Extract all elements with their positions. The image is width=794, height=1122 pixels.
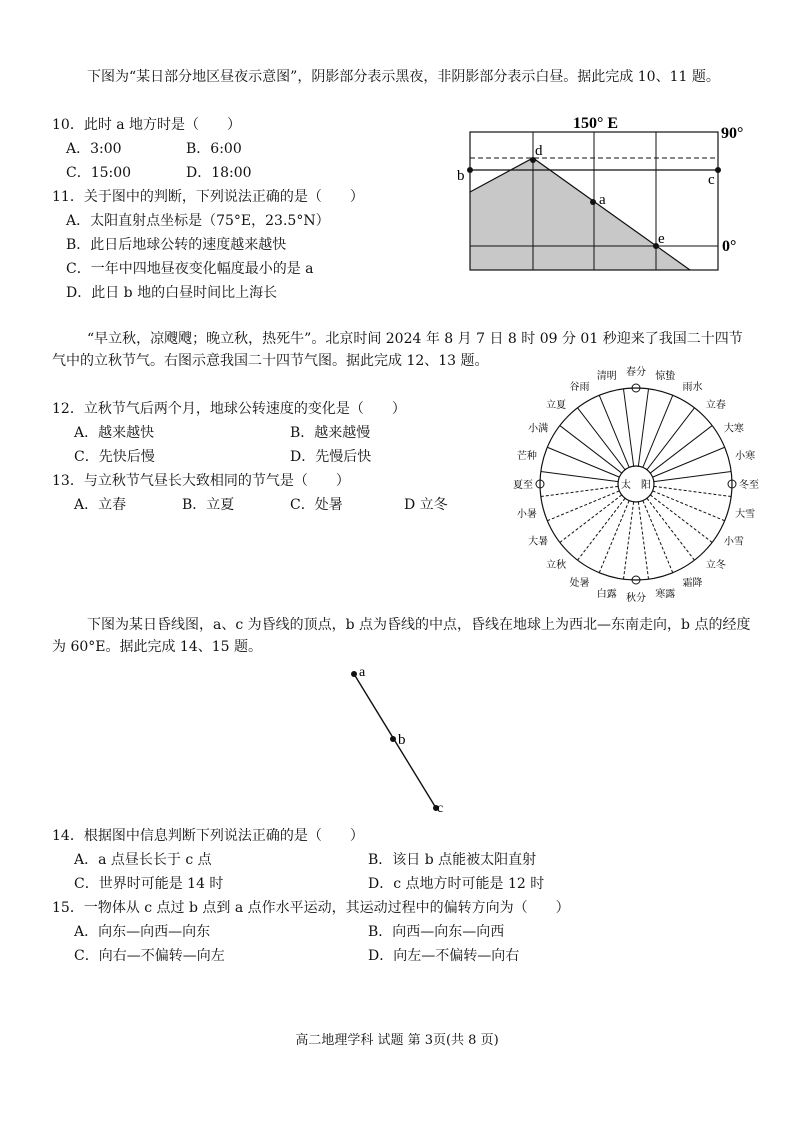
solar-term-label: 立春	[705, 400, 726, 412]
solar-term-spoke	[560, 495, 622, 542]
solar-term-spoke	[643, 395, 673, 467]
solar-term-spoke	[599, 501, 629, 573]
q14-option-a: A．a 点昼长长于 c 点	[74, 852, 212, 868]
q10-option-d: D．18:00	[186, 165, 252, 181]
solar-term-spoke	[578, 498, 625, 560]
fig1-label-b: b	[457, 168, 465, 184]
q14-option-d: D．c 点地方时可能是 12 时	[368, 876, 545, 892]
fig1-label-a: a	[599, 192, 606, 208]
solar-term-spoke	[578, 408, 625, 470]
fig3-label-a: a	[359, 665, 366, 680]
solar-term-spoke	[650, 495, 712, 542]
solar-term-label: 雨水	[682, 382, 703, 394]
q12-option-c: C．先快后慢	[74, 449, 155, 465]
solar-term-spoke	[541, 486, 618, 496]
solar-term-label: 小满	[528, 423, 549, 435]
sun-label: 太 阳	[621, 480, 651, 491]
q11-option-a: A．太阳直射点坐标是（75°E，23.5°N）	[66, 213, 330, 229]
intro-q10-11: 下图为“某日部分地区昼夜示意图”，阴影部分表示黑夜，非阴影部分表示白昼。据此完成 10、11 题。	[87, 69, 720, 85]
q15-option-b: B．向西—向东—向西	[368, 924, 505, 940]
solar-term-spoke	[623, 502, 633, 579]
page-footer: 高二地理学科 试题 第 3页(共 8 页)	[295, 1033, 499, 1048]
q12-option-d: D．先慢后快	[290, 449, 372, 465]
q12-stem: 12．立秋节气后两个月，地球公转速度的变化是（ ）	[52, 401, 406, 417]
q10-option-a: A．3:00	[66, 141, 122, 157]
solar-term-spoke	[541, 471, 618, 481]
solar-term-label: 大暑	[528, 536, 549, 548]
fig1-label-150e: 150° E	[573, 115, 619, 132]
q13-stem: 13．与立秋节气昼长大致相同的节气是（ ）	[52, 473, 350, 489]
q13-option-d: D 立冬	[404, 497, 448, 513]
q10-option-b: B．6:00	[186, 141, 242, 157]
solar-term-spoke	[638, 502, 648, 579]
solar-term-spoke	[647, 408, 694, 470]
solar-term-spoke	[623, 389, 633, 466]
solar-term-label: 白露	[596, 589, 617, 601]
fig1-label-e: e	[658, 231, 665, 247]
q15-option-d: D．向左—不偏转—向右	[368, 948, 520, 964]
dusk-line-figure	[340, 664, 460, 814]
q11-option-b: B．此日后地球公转的速度越来越快	[66, 237, 287, 253]
solar-term-spoke	[638, 389, 648, 466]
solar-term-label: 处暑	[569, 577, 590, 589]
fig1-label-c: c	[708, 172, 715, 188]
q11-option-d: D．此日 b 地的白昼时间比上海长	[66, 285, 278, 301]
solar-term-spoke	[599, 395, 629, 467]
solar-term-spoke	[653, 491, 725, 521]
q12-option-b: B．越来越慢	[290, 425, 371, 441]
q11-stem: 11．关于图中的判断，下列说法正确的是（ ）	[52, 189, 364, 205]
solar-term-label: 大寒	[723, 423, 744, 435]
q14-option-b: B．该日 b 点能被太阳直射	[368, 852, 537, 868]
solar-term-label: 小寒	[735, 450, 756, 462]
solar-term-spoke	[560, 426, 622, 473]
solar-term-label: 秋分	[626, 593, 646, 604]
solar-term-label: 霜降	[682, 577, 703, 589]
fig1-label-d: d	[535, 143, 543, 159]
q14-stem: 14．根据图中信息判断下列说法正确的是（ ）	[52, 828, 364, 844]
solar-term-label: 春分	[626, 367, 646, 378]
solar-term-label: 小雪	[723, 536, 744, 548]
fig3-label-c: c	[437, 801, 444, 816]
solar-term-spoke	[547, 447, 619, 477]
q15-option-a: A．向东—向西—向东	[74, 924, 211, 940]
solar-term-label: 立秋	[546, 559, 567, 571]
solar-term-spoke	[547, 491, 619, 521]
solar-terms-figure	[506, 367, 766, 604]
solar-term-label: 谷雨	[569, 382, 590, 394]
intro-q12-13: “早立秋，凉飕飕；晚立秋，热死牛”。北京时间 2024 年 8 月 7 日 8 时 09 分 01 秒迎来了我国二十四节气中的立秋节气。右图示意我国二十四节气图。据此完成 12、13 题。	[52, 331, 743, 369]
solar-term-spoke	[650, 426, 712, 473]
solar-term-label: 立夏	[546, 400, 567, 412]
solar-term-label: 芒种	[516, 450, 537, 462]
solar-term-label: 立冬	[705, 559, 726, 571]
fig3-label-b: b	[398, 732, 406, 748]
solar-term-label: 冬至	[739, 480, 759, 491]
solar-term-label: 大雪	[735, 509, 756, 521]
solar-term-spoke	[653, 447, 725, 477]
solar-term-label: 惊蛰	[655, 370, 676, 382]
q12-option-a: A．越来越快	[74, 425, 155, 441]
q15-stem: 15．一物体从 c 点过 b 点到 a 点作水平运动，其运动过程中的偏转方向为（ ）	[52, 900, 570, 916]
q11-option-c: C．一年中四地昼夜变化幅度最小的是 a	[66, 261, 314, 277]
day-night-figure	[450, 110, 760, 275]
q13-option-b: B．立夏	[182, 497, 235, 513]
q10-stem: 10．此时 a 地方时是（ ）	[52, 117, 242, 133]
solar-term-label: 夏至	[513, 480, 533, 491]
q14-option-c: C．世界时可能是 14 时	[74, 876, 224, 892]
fig1-label-90: 90°	[721, 125, 744, 142]
q15-option-c: C．向右—不偏转—向左	[74, 948, 225, 964]
solar-term-label: 小暑	[516, 509, 537, 521]
solar-term-label: 清明	[596, 370, 617, 382]
solar-term-spoke	[643, 501, 673, 573]
fig1-label-0: 0°	[722, 238, 737, 255]
solar-term-spoke	[654, 471, 731, 481]
solar-term-label: 寒露	[655, 589, 676, 601]
q13-option-a: A．立春	[74, 497, 127, 513]
solar-term-spoke	[654, 486, 731, 496]
q13-option-c: C．处暑	[290, 497, 343, 513]
q10-option-c: C．15:00	[66, 165, 132, 181]
intro-q14-15: 下图为某日昏线图，a、c 为昏线的顶点，b 点为昏线的中点，昏线在地球上为西北—东南走向，b 点的经度为 60°E。据此完成 14、15 题。	[52, 617, 751, 655]
solar-term-spoke	[647, 498, 694, 560]
